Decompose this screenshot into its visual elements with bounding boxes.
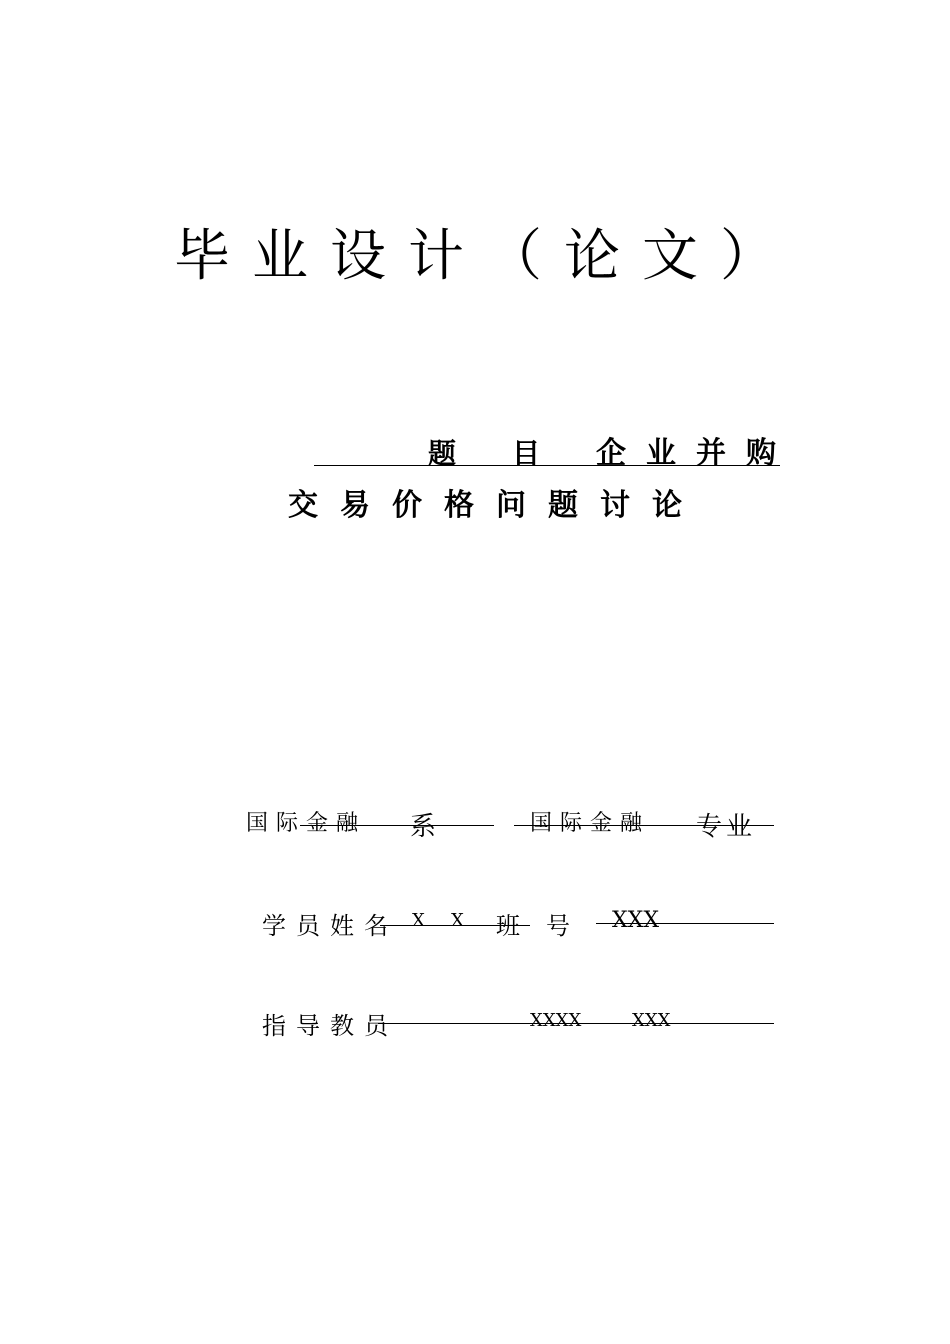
student-name-underline xyxy=(380,925,530,926)
topic-underline xyxy=(314,465,780,466)
advisor-label: 指导教员 xyxy=(262,1012,398,1040)
class-label-1: 班 xyxy=(496,912,530,940)
topic-label-2: 目 xyxy=(512,437,541,470)
student-name-label: 学员姓名 xyxy=(262,912,398,940)
class-number-value: XXX xyxy=(612,908,659,933)
class-number-underline xyxy=(596,923,774,924)
department-value: 国际金融 xyxy=(246,811,367,836)
major-underline xyxy=(514,825,774,826)
student-name-value-2: X xyxy=(451,910,464,931)
topic-line-1: 企业并购 xyxy=(596,436,796,471)
advisor-value-2: XXX xyxy=(632,1010,671,1031)
major-suffix: 专业 xyxy=(696,812,757,842)
page-title: 毕业设计（论文） xyxy=(174,224,798,289)
department-underline xyxy=(300,825,494,826)
advisor-value-1: XXXX xyxy=(530,1010,582,1031)
topic-label-1: 题 xyxy=(428,437,457,470)
topic-line-2: 交易价格问题讨论 xyxy=(288,488,704,523)
department-suffix: 系 xyxy=(410,812,437,842)
advisor-underline xyxy=(378,1023,774,1024)
student-name-value-1: X xyxy=(412,910,425,931)
class-label-2: 号 xyxy=(546,912,580,940)
major-value: 国际金融 xyxy=(530,811,651,836)
